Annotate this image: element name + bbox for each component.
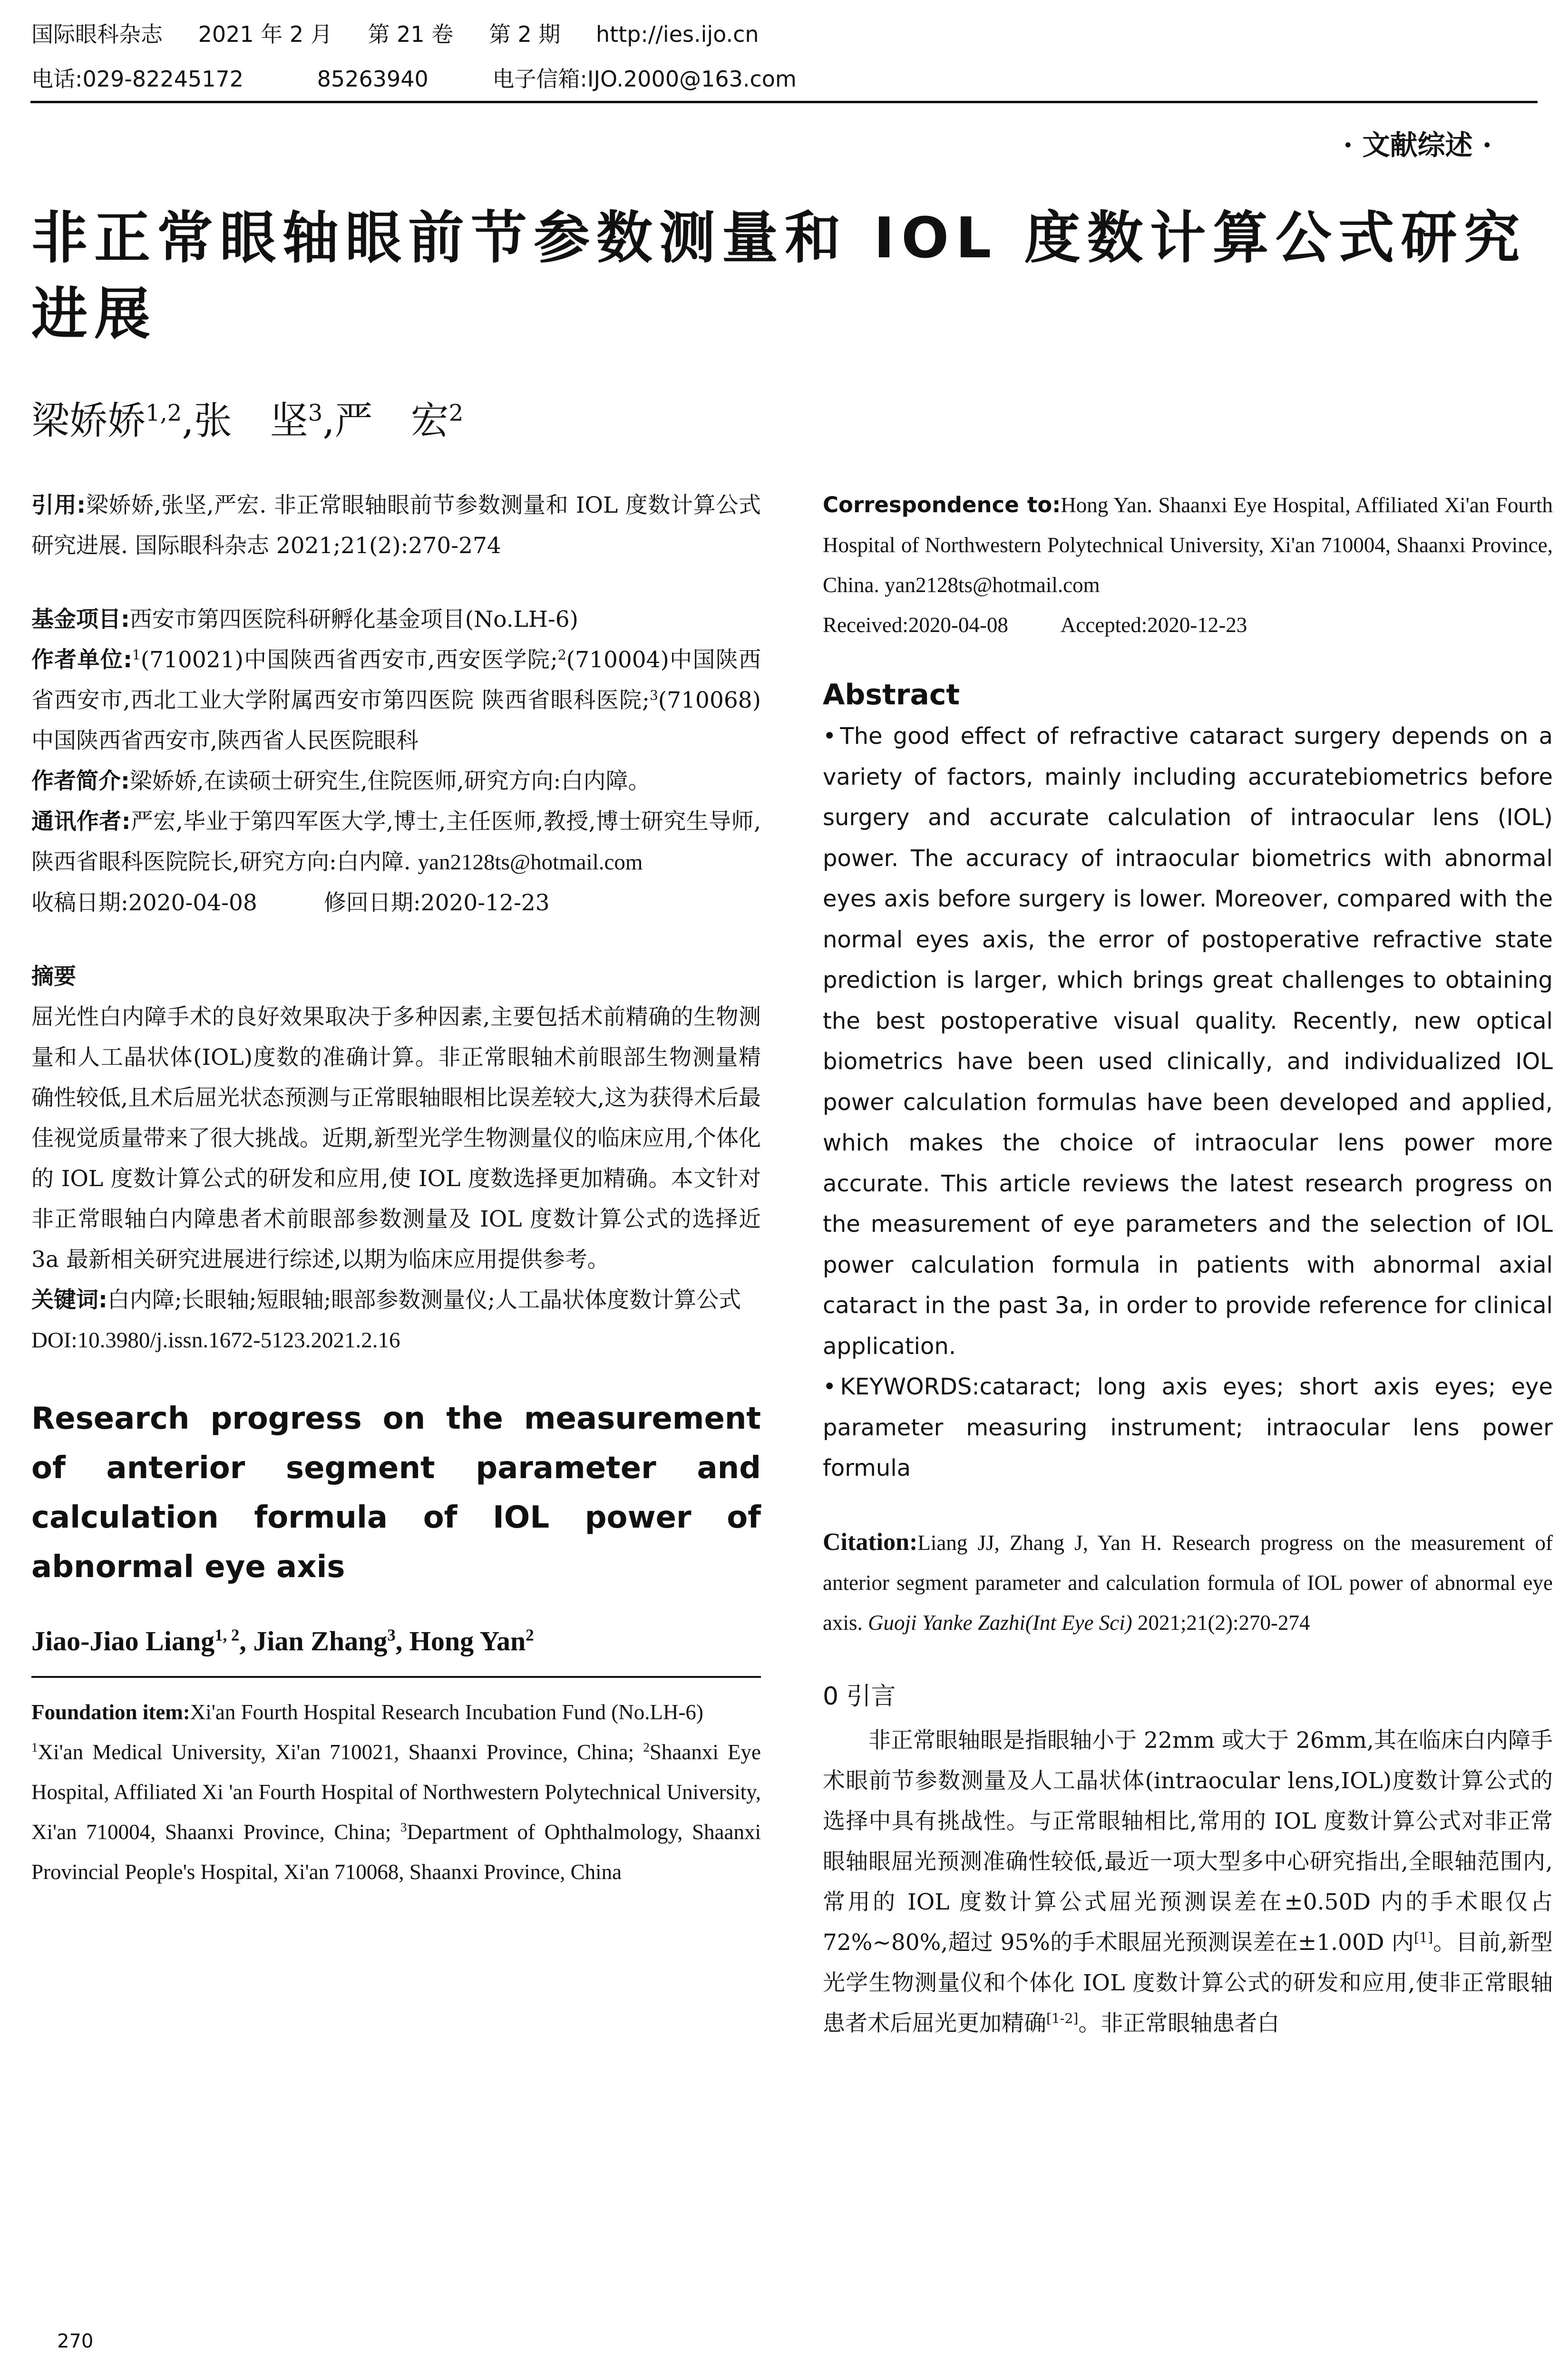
section-tag: · 文献综述 · <box>1343 129 1492 161</box>
ref-1[interactable]: [1] <box>1414 1929 1433 1945</box>
author-3: 严 宏 <box>334 399 449 443</box>
abstract-en: • The good effect of refractive cataract surgery depends on a variety of factors, mainly including accuratebiometrics before surgery and accurate calculation of intraocular lens (IOL) power. The accuracy of intraocular biometrics with abnormal eyes axis before surgery is lower. Moreover, compared with the normal eyes axis, the error of postoperative refractive state prediction is larger, which brings great challenges to obtaining the best postoperative visual quality. Recently, new optical biometrics have been used clinically, and individualized IOL power calculation formulas have been developed and applied, which makes the choice of intraocular lens power more accurate. This article reviews the latest research progress on the measurement of eye parameters and the selection of IOL power calculation formula in patients with abnormal axial cataract in the past 3a, in order to provide reference for clinical application. <box>823 723 1553 1360</box>
intro-paragraph: 非正常眼轴眼是指眼轴小于 22mm 或大于 26mm,其在临床白内障手术眼前节参数测量及人工晶状体(intraocular lens,IOL)度数计算公式的选择中具有挑战性。与正常眼轴相比,常用的 IOL 度数计算公式对非正常眼轴眼屈光预测准确性较低,最近一项大型多中心研究指出,全眼轴范围内,常用的 IOL 度数计算公式屈光预测误差在±0.50D 内的手术眼仅占 72%~80%,超过 95%的手术眼屈光预测误差在±1.00D 内[1]。目前,新型光学生物测量仪和个体化 IOL 度数计算公式的研发和应用,使非正常眼轴患者术后屈光更加精确[1-2]。非正常眼轴患者白 <box>823 1727 1553 2036</box>
left-column <box>31 485 761 1892</box>
corresponding-author: 通讯作者:严宏,毕业于第四军医大学,博士,主任医师,教授,博士研究生导师,陕西省眼科医院院长,研究方向:白内障. yan2128ts@hotmail.com <box>31 809 761 875</box>
foundation-item-en: Foundation item:Xi'an Fourth Hospital Research Incubation Fund (No.LH-6) <box>31 1700 703 1724</box>
author-1-affil: 1,2 <box>146 399 182 427</box>
abstract-heading-en: Abstract <box>823 678 960 711</box>
author-3-affil: 2 <box>448 399 464 427</box>
phone: 电话:029-82245172 <box>31 66 244 92</box>
authors-cn: 梁娇娇$^{1,2}$,张 坚$^3$,严 宏$^2$ <box>31 399 464 443</box>
article-title-cn: 非正常眼轴眼前节参数测量和 IOL 度数计算公式研究进展 <box>31 205 1527 347</box>
author-2: 张 坚 <box>194 399 308 443</box>
contact-header <box>31 66 825 92</box>
abstract-heading-cn: 摘要 <box>31 964 76 990</box>
ref-1-2[interactable]: [1-2] <box>1046 2010 1079 2026</box>
page-number: 270 <box>57 2330 94 2352</box>
issue-date: 2021 年 2 月 <box>198 21 332 47</box>
abstract-cn: 屈光性白内障手术的良好效果取决于多种因素,主要包括术前精确的生物测量和人工晶状体(IOL)度数的准确计算。非正常眼轴术前眼部生物测量精确性较低,且术后屈光状态预测与正常眼轴眼相比误差较大,这为获得术后最佳视觉质量带来了很大挑战。近期,新型光学生物测量仪的临床应用,个体化的 IOL 度数计算公式的研发和应用,使 IOL 度数选择更加精确。本文针对非正常眼轴白内障患者术前眼部参数测量及 IOL 度数计算公式的选择近 3a 最新相关研究进展进行综述,以期为临床应用提供参考。 <box>31 1004 761 1273</box>
keywords-cn: 关键词:白内障;长眼轴;短眼轴;眼部参数测量仪;人工晶状体度数计算公式 <box>31 1287 741 1313</box>
running-header <box>31 21 788 48</box>
author-bio: 作者简介:梁娇娇,在读硕士研究生,住院医师,研究方向:白内障。 <box>31 768 651 794</box>
corresponding-email[interactable]: yan2128ts@hotmail.com <box>418 850 643 875</box>
doi[interactable]: DOI:10.3980/j.issn.1672-5123.2021.2.16 <box>31 1328 400 1353</box>
email[interactable]: 电子信箱:IJO.2000@163.com <box>492 66 797 92</box>
dates-en: Received:2020-04-08 Accepted:2020-12-23 <box>823 613 1247 637</box>
header-rule <box>30 101 1538 103</box>
affiliations-en: $^1$Xi'an Medical University, Xi'an 710021, Shaanxi Province, China; $^2$Shaanxi Eye Hospital, Affiliated Xi 'an Fourth Hospital of Northwestern Polytechnical University, Xi'an 710004, Shaanxi Province, China; $^3$Department of Ophthalmology, Shaanxi Provincial People's Hospital, Xi'an 710068, Shaanxi Province, China <box>31 1740 761 1884</box>
keywords-en: • KEYWORDS:cataract; long axis eyes; short axis eyes; eye parameter measuring instrument; intraocular lens power formula <box>823 1374 1553 1481</box>
author-2-affil: 3 <box>308 399 323 427</box>
authors-en: Jiao-Jiao Liang$^{1, 2}$, Jian Zhang$^3$, Hong Yan$^2$ <box>31 1626 534 1656</box>
dates-cn: 收稿日期:2020-04-08 修回日期:2020-12-23 <box>31 890 550 916</box>
author-units: 作者单位:$^1$(710021)中国陕西省西安市,西安医学院;$^2$(710004)中国陕西省西安市,西北工业大学附属西安市第四医院 陕西省眼科医院;$^3$(710068)中国陕西省西安市,陕西省人民医院眼科 <box>31 647 761 754</box>
issue: 第 2 期 <box>488 21 561 47</box>
author-1: 梁娇娇 <box>31 399 146 443</box>
correspondence-en: Correspondence to:Hong Yan. Shaanxi Eye Hospital, Affiliated Xi'an Fourth Hospital of Northwestern Polytechnical University, Xi'an 710004, Shaanxi Province, China. yan2128ts@hotmail.com <box>823 492 1553 597</box>
fund-item: 基金项目:西安市第四医院科研孵化基金项目(No.LH-6) <box>31 606 578 633</box>
volume: 第 21 卷 <box>368 21 454 47</box>
journal-name: 国际眼科杂志 <box>31 21 163 47</box>
intro-heading: 0 引言 <box>823 1682 896 1711</box>
journal-url[interactable]: http://ies.ijo.cn <box>596 21 759 47</box>
article-title-en: Research progress on the measurement of anterior segment parameter and calculation formula of IOL power of abnormal eye axis <box>31 1401 761 1585</box>
citation-en: Citation:Liang JJ, Zhang J, Yan H. Research progress on the measurement of anterior segment parameter and calculation formula of IOL power of abnormal eye axis. Guoji Yanke Zazhi(Int Eye Sci) 2021;21(2):270-274 <box>823 1528 1553 1635</box>
phone-2: 85263940 <box>317 66 429 92</box>
cn-citation: 引用:梁娇娇,张坚,严宏. 非正常眼轴眼前节参数测量和 IOL 度数计算公式研究进展. 国际眼科杂志 2021;21(2):270-274 <box>31 492 761 559</box>
right-column <box>823 485 1553 2044</box>
